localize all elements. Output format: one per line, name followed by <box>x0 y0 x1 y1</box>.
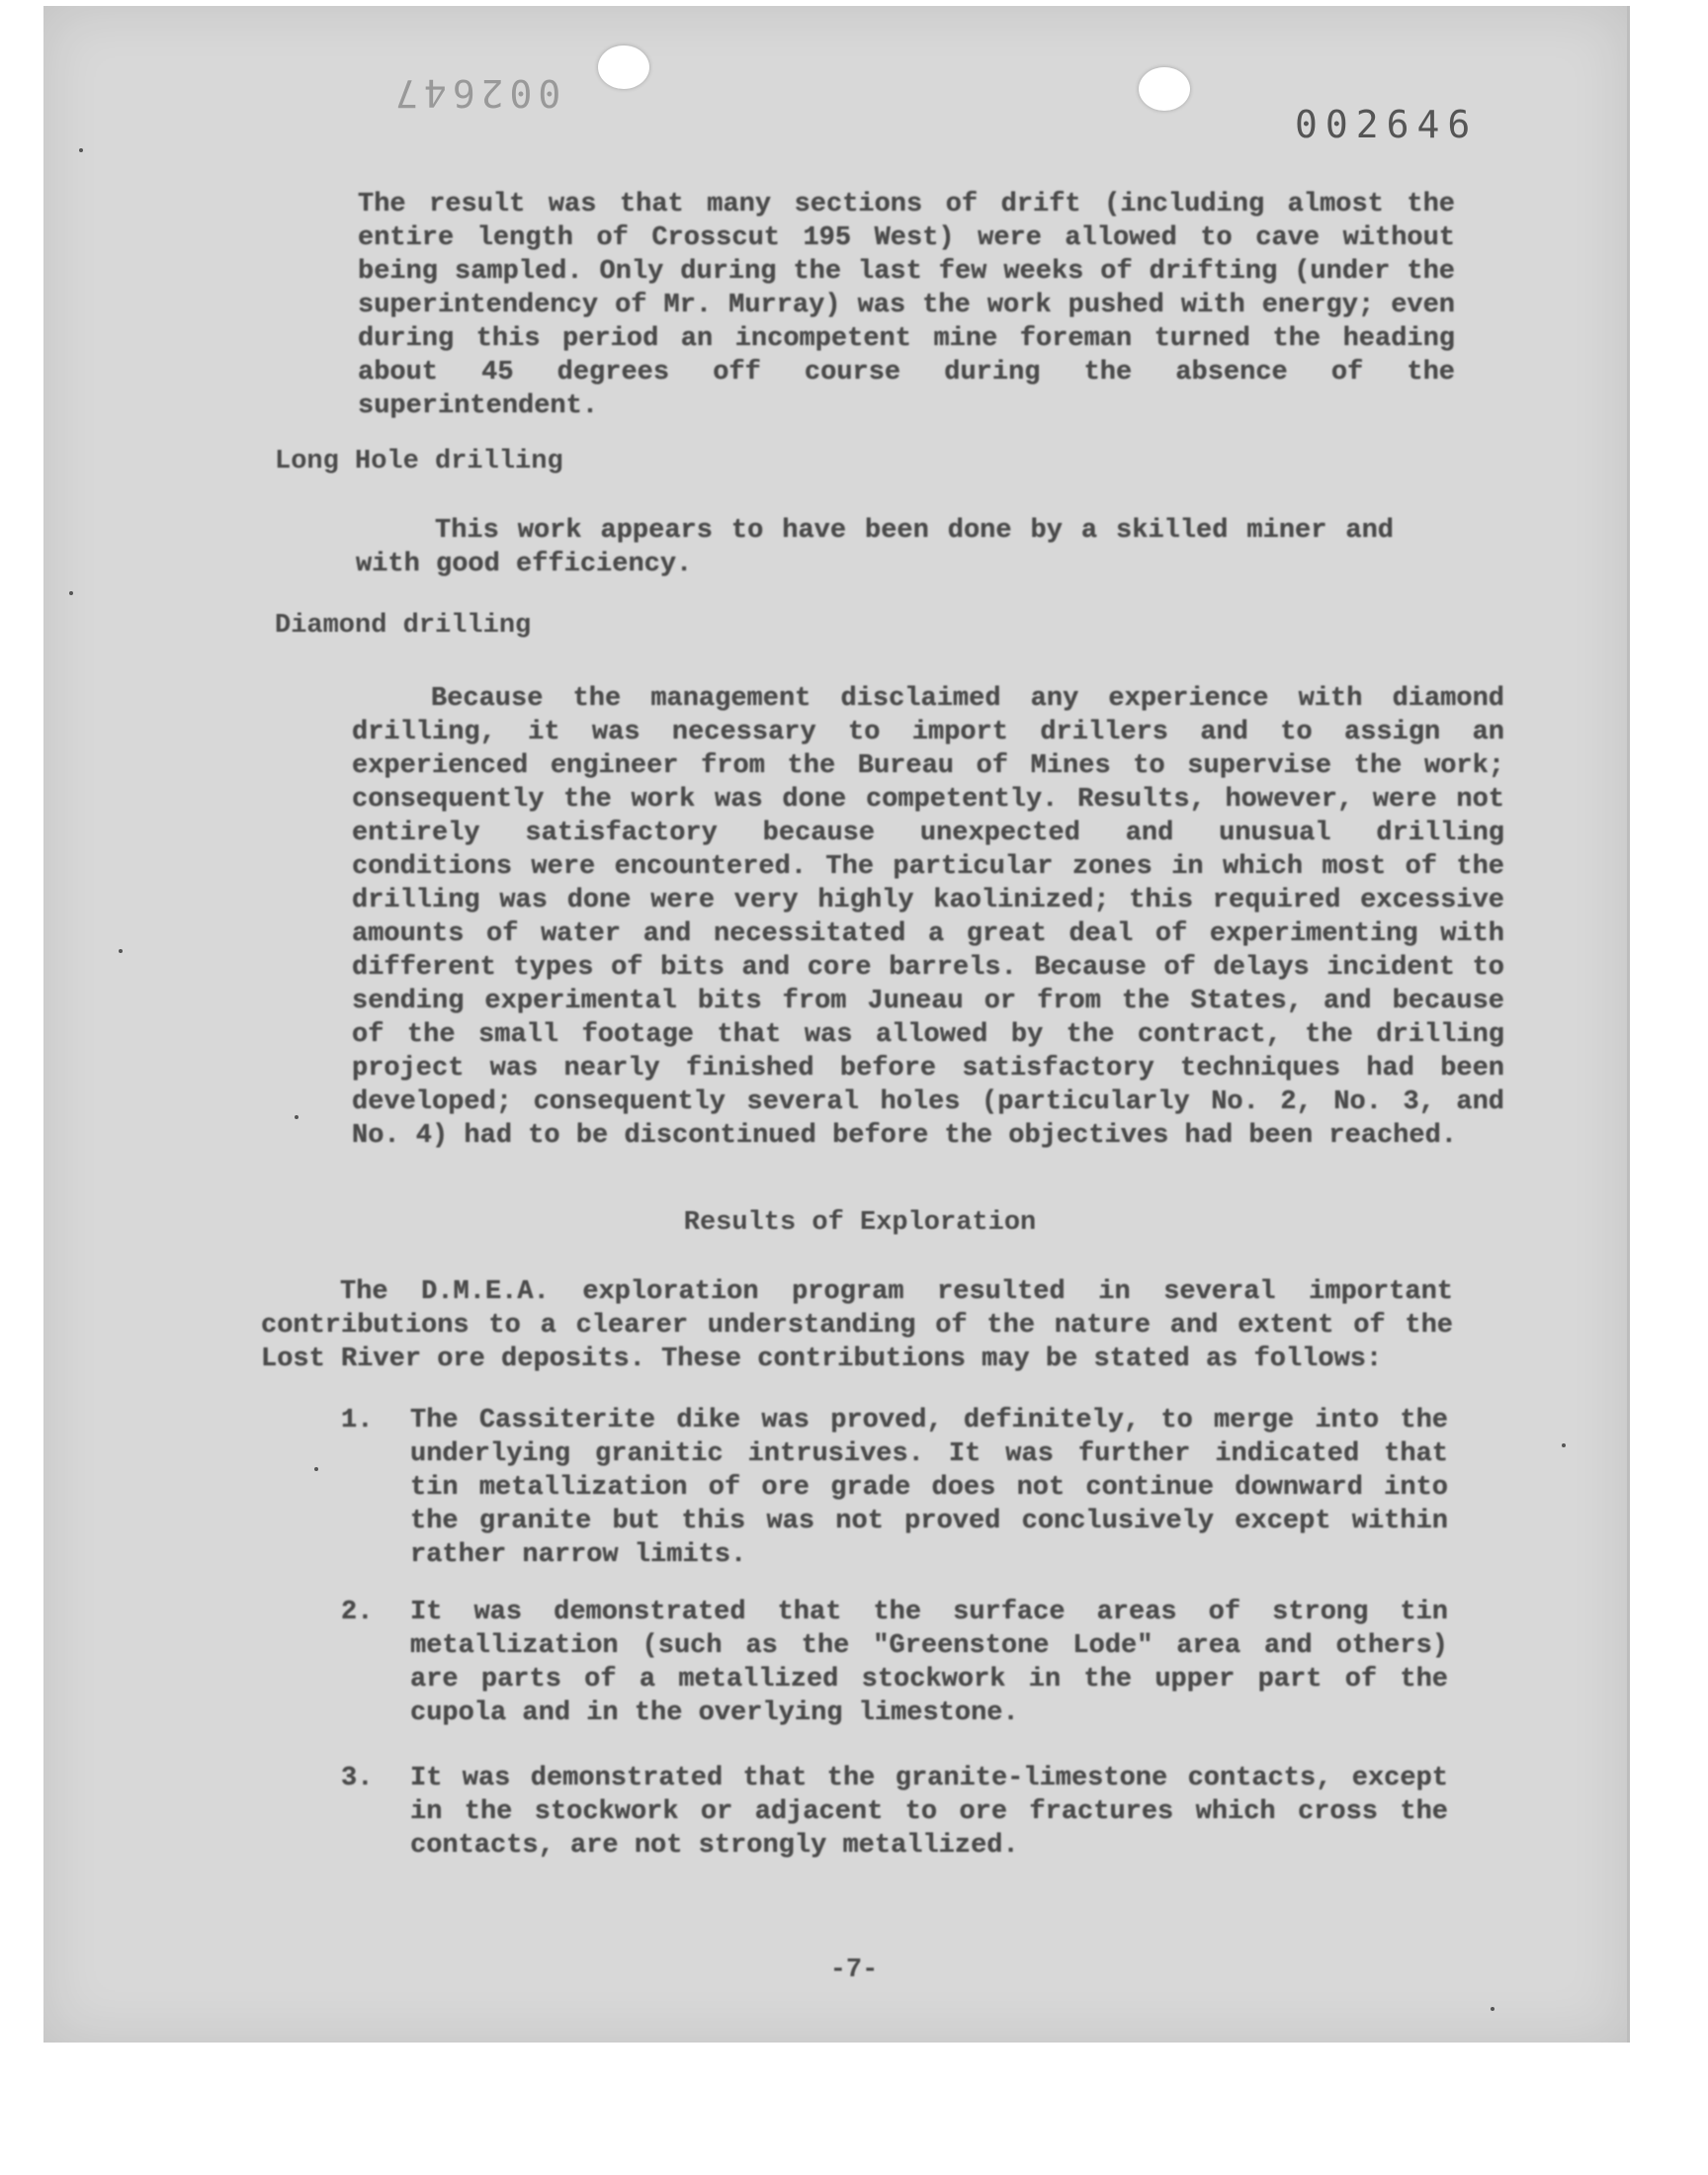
paragraph-text: The result was that many sections of drift (including almost the entire length of Crosscut 195 West) were allowed to cave without being sampled. Only during the last few weeks of drifting (under the superintendency of Mr. Murray) was the work pushed with energy; even during this period an incompetent mine foreman turned the heading about 45 degrees off course during the absence of the superintendent. <box>358 190 1455 421</box>
paragraph-text: This work appears to have been done by a skilled miner and with good efficiency. <box>356 516 1394 579</box>
list-item-number: 2. <box>341 1598 374 1627</box>
scan-speck <box>69 591 73 595</box>
paragraph-drift-sampling <box>358 188 1455 423</box>
heading-results-of-exploration: Results of Exploration <box>683 1208 1037 1238</box>
punch-hole-right <box>1139 67 1190 111</box>
paragraph-diamond-drilling <box>352 682 1504 1153</box>
paragraph-text: Because the management disclaimed any experience with diamond drilling, it was necessary to import drillers and to assign an experienced engineer from the Bureau of Mines to supervise the work; consequently the work was done competently. Results, however, were not entirely satisfactory because unexpected and unusual drilling conditions were encountered. The particular zones in which most of the drilling was done were very highly kaolinized; this required excessive amounts of water and necessitated a great deal of experimenting with different types of bits and core barrels. Because of delays incident to sending experimental bits from Juneau or from the States, and because of the small footage that was allowed by the contract, the drilling project was nearly finished before satisfactory techniques had been developed; consequently several holes (particularly No. 2, No. 3, and No. 4) had to be discontinued before the objectives had been reached. <box>352 684 1504 1151</box>
document-id-stamp: 002646 <box>1295 103 1479 146</box>
page-number: -7- <box>829 1956 879 1985</box>
list-item-text: The Cassiterite dike was proved, definitely, to merge into the underlying granitic intrusives. It was further indicated that tin metallization of ore grade does not continue downward into the granite but this was not proved conclusively except within rather narrow limits. <box>410 1406 1448 1570</box>
heading-diamond-drilling: Diamond drilling <box>275 611 532 641</box>
scan-speck <box>79 148 83 152</box>
paragraph-program-results <box>261 1275 1453 1376</box>
list-item-3 <box>341 1762 1448 1863</box>
list-item-1 <box>341 1404 1448 1572</box>
scan-speck <box>1562 1443 1566 1447</box>
paragraph-long-hole <box>356 514 1394 581</box>
paragraph-text: The D.M.E.A. exploration program resulted in several important contributions to a clearer understanding of the nature and extent of the Lost River ore deposits. These contributions may be stated as follows: <box>261 1277 1453 1374</box>
scan-speck <box>314 1467 318 1471</box>
list-item-text: It was demonstrated that the surface areas of strong tin metallization (such as the "Greenstone Lode" area and others) are parts of a metallized stockwork in the upper part of the cupola and in the overlying limestone. <box>410 1598 1448 1728</box>
list-item-text: It was demonstrated that the granite-limestone contacts, except in the stockwork or adjacent to ore fractures which cross the contacts, are not strongly metallized. <box>410 1764 1448 1861</box>
scan-speck <box>1491 2007 1494 2011</box>
scan-speck <box>119 949 123 953</box>
faint-stamp-number: 002647 <box>389 71 561 115</box>
list-item-number: 3. <box>341 1764 374 1793</box>
scan-speck <box>295 1115 299 1119</box>
list-item-number: 1. <box>341 1406 374 1436</box>
heading-long-hole-drilling: Long Hole drilling <box>275 447 563 477</box>
punch-hole-left <box>598 45 649 89</box>
list-item-2 <box>341 1596 1448 1730</box>
